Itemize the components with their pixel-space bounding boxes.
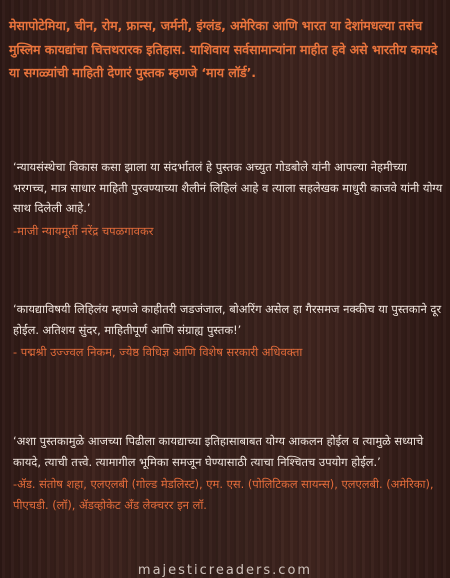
quote-text: ‘अशा पुस्तकामुळे आजच्या पिढीला कायद्याच्या इतिहासाबाबत योग्य आकलन होईल व त्यामुळे सध्याचे कायदे, त्याची तत्त्वे. त्यामागील भूमिका समजून घेण्यासाठी त्याचा निश्चितच उपयोग होईल.’	[13, 434, 424, 469]
quote-text: ‘न्यायसंस्थेचा विकास कसा झाला या संदर्भातलं हे पुस्तक अच्युत गोडबोले यांनी आपल्या नेहमीच्या भरगच्च, मात्र साधार माहिती पुरवण्याच्या शैलीनं लिहिलं आहे व त्याला सहलेखक माधुरी काजवे यांनी योग्य साथ दिलेली आहे.’	[13, 160, 443, 215]
review-quote	[13, 157, 443, 241]
quote-text: ‘कायद्याविषयी लिहिलंय म्हणजे काहीतरी जडजंजाल, बोअरिंग असेल हा गैरसमज नक्कीच या पुस्तकाने दूर होईल. अतिशय सुंदर, माहितीपूर्ण आणि संग्राह्य पुस्तक!’	[13, 302, 442, 337]
review-quote	[13, 431, 443, 515]
intro-paragraph: मेसापोटेमिया, चीन, रोम, फ्रान्स, जर्मनी, इंग्लंड, अमेरिका आणि भारत या देशांमधल्या तसंच मुस्लिम कायद्यांचा चित्तथरारक इतिहास. याशिवाय सर्वसामान्यांना माहीत हवे असे भारतीय कायदे या सगळ्यांची माहिती देणारं पुस्तक म्हणजे ‘माय लॉर्ड’.	[9, 18, 438, 80]
review-quote	[13, 299, 443, 363]
quote-author: -ॲड. संतोष शहा, एलएलबी (गोल्ड मेडलिस्ट), एम. एस. (पोलिटिकल सायन्स), एलएलबी. (अमेरिका), पीएचडी. (लॉ), ॲडव्होकेट ॲंड लेक्चरर इन लॉ.	[13, 477, 434, 512]
quote-author: - पद्मश्री उज्ज्वल निकम, ज्येष्ठ विधिज्ञ आणि विशेष सरकारी अधिवक्ता	[13, 345, 303, 359]
watermark-text: majesticreaders.com	[137, 563, 313, 578]
quote-author: -माजी न्यायमूर्ती नरेंद्र चपळगावकर	[13, 223, 154, 238]
